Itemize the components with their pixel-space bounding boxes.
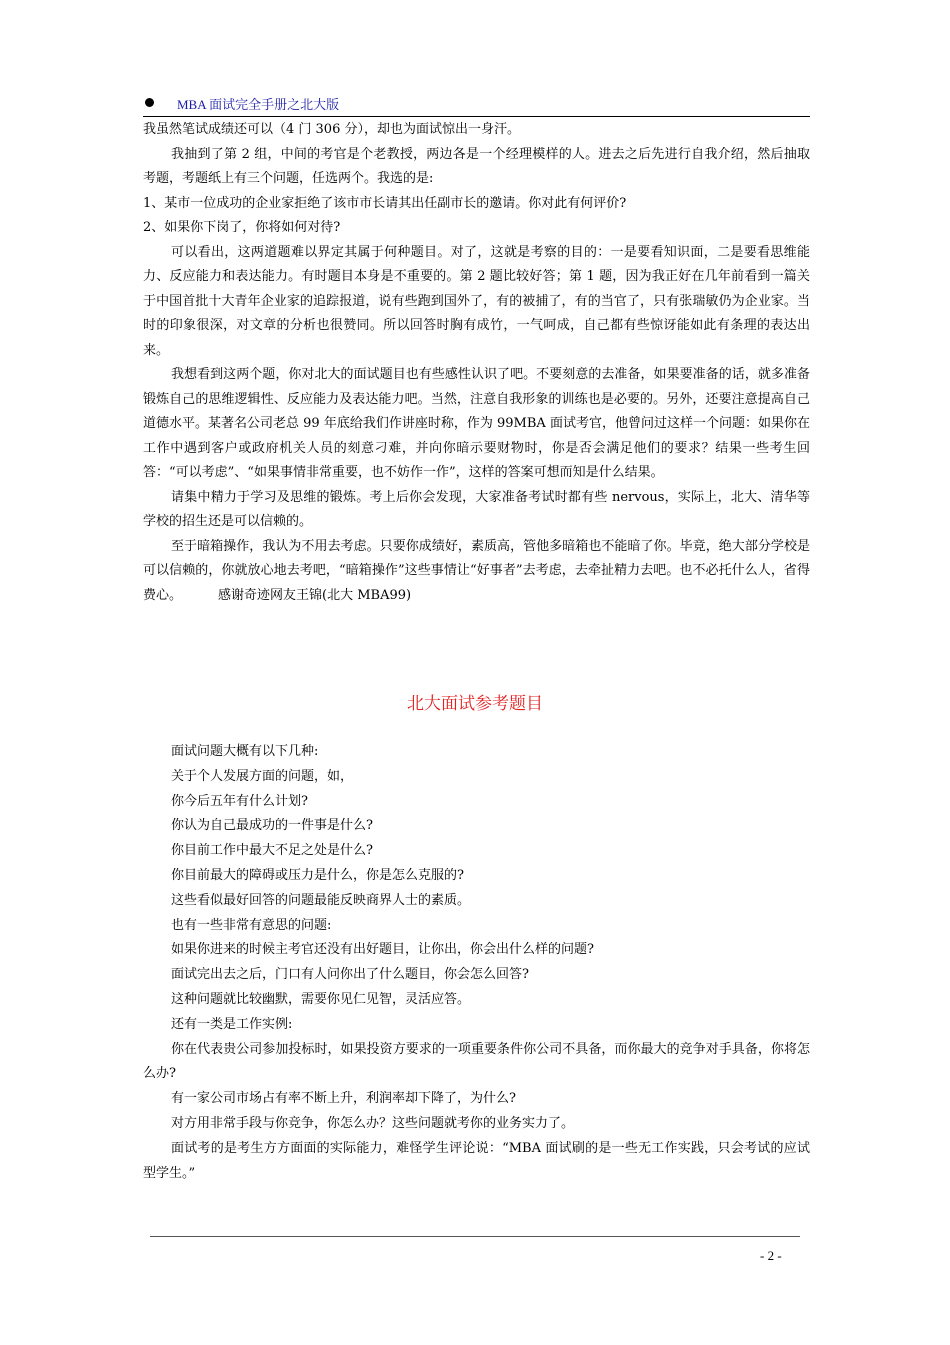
question-item: 2、如果你下岗了，你将如何对待? xyxy=(143,220,341,235)
paragraph: 我虽然笔试成绩还可以（4 门 306 分），却也为面试惊出一身汗。 xyxy=(143,122,520,137)
list-item: 还有一类是工作实例: xyxy=(171,1016,293,1032)
paragraph-text: 至于暗箱操作，我认为不用去考虑。只要你成绩好，素质高，管他多暗箱也不能暗了你。毕竟，绝大部分学校是可以信赖的，你就放心地去考吧，“暗箱操作”这些事情让“好事者”去考虑，去牵扯精力去吧。也不必托什么人，省得费心。 xyxy=(143,538,810,603)
paragraph xyxy=(143,535,810,609)
list-item: 你今后五年有什么计划? xyxy=(171,793,308,809)
page-header xyxy=(143,94,810,117)
list-item: 这些看似最好回答的问题最能反映商界人士的素质。 xyxy=(171,892,471,908)
thanks-note: 感谢奇迹网友王锦(北大 MBA99) xyxy=(218,587,412,603)
list-item: 对方用非常手段与你竞争，你怎么办？这些问题就考你的业务实力了。 xyxy=(171,1115,575,1131)
question-item: 1、某市一位成功的企业家拒绝了该市市长请其出任副市长的邀请。你对此有何评价? xyxy=(143,195,627,211)
list-item: 如果你进来的时候主考官还没有出好题目，让你出，你会出什么样的问题? xyxy=(171,942,594,958)
header-title: MBA 面试完全手册之北大版 xyxy=(177,97,340,112)
list-item: 关于个人发展方面的问题，如， xyxy=(171,768,354,784)
list-item: 你认为自己最成功的一件事是什么? xyxy=(171,818,373,834)
list-item: 面试完出去之后，门口有人问你出了什么题目，你会怎么回答? xyxy=(171,967,529,983)
page-number: - 2 - xyxy=(760,1248,782,1263)
list-item: 这种问题就比较幽默，需要你见仁见智，灵活应答。 xyxy=(171,991,471,1007)
list-item: 面试问题大概有以下几种: xyxy=(171,744,319,759)
paragraph: 我抽到了第 2 组，中间的考官是个老教授，两边各是一个经理模样的人。进去之后先进行自我介绍，然后抽取考题，考题纸上有三个问题，任选两个。我选的是: xyxy=(143,146,810,186)
list-item: 你目前最大的障碍或压力是什么，你是怎么克服的? xyxy=(171,867,464,883)
question-list xyxy=(143,740,810,1186)
footer-divider xyxy=(150,1236,800,1237)
list-item: 你在代表贵公司参加投标时，如果投资方要求的一项重要条件你公司不具备，而你最大的竞争对手具备，你将怎么办? xyxy=(143,1041,810,1082)
article-body xyxy=(143,118,810,608)
list-item: 面试考的是考生方方面面的实际能力，难怪学生评论说：“MBA 面试刷的是一些无工作实践，只会考试的应试型学生。” xyxy=(143,1140,810,1181)
paragraph: 我想看到这两个题，你对北大的面试题目也有些感性认识了吧。不要刻意的去准备，如果要准备的话，就多准备锻炼自己的思维逻辑性、反应能力及表达能力吧。当然，注意自我形象的训练也是必要的。另外，还要注意提高自己道德水平。某著名公司老总 99 年底给我们作讲座时称，作为 99MBA 面试考官，他曾问过这样一个问题：如果你在工作中遇到客户或政府机关人员的刻意刁难，并向你暗示要财物时，你是否会满足他们的要求？结果一些考生回答：“可以考虑”、“如果事情非常重要，也不妨作一作”，这样的答案可想而知是什么结果。 xyxy=(143,367,810,480)
paragraph: 可以看出，这两道题难以界定其属于何种题目。对了，这就是考察的目的：一是要看知识面，二是要看思维能力、反应能力和表达能力。有时题目本身是不重要的。第 2 题比较好答；第 1 题，因为我正好在几年前看到一篇关于中国首批十大青年企业家的追踪报道，说有些跑到国外了，有的被捕了，有的当官了，只有张瑞敏仍为企业家。当时的印象很深，对文章的分析也很赞同。所以回答时胸有成竹，一气呵成，自己都有些惊讶能如此有条理的表达出来。 xyxy=(143,244,810,358)
section-title: 北大面试参考题目 xyxy=(407,694,543,714)
list-item: 有一家公司市场占有率不断上升，利润率却下降了，为什么? xyxy=(171,1091,516,1107)
bullet-icon xyxy=(145,98,154,107)
list-item: 你目前工作中最大不足之处是什么? xyxy=(171,843,373,859)
paragraph: 请集中精力于学习及思维的锻炼。考上后你会发现，大家准备考试时都有些 nervous，实际上，北大、清华等学校的招生还是可以信赖的。 xyxy=(143,489,810,529)
list-item: 也有一些非常有意思的问题: xyxy=(171,917,332,933)
